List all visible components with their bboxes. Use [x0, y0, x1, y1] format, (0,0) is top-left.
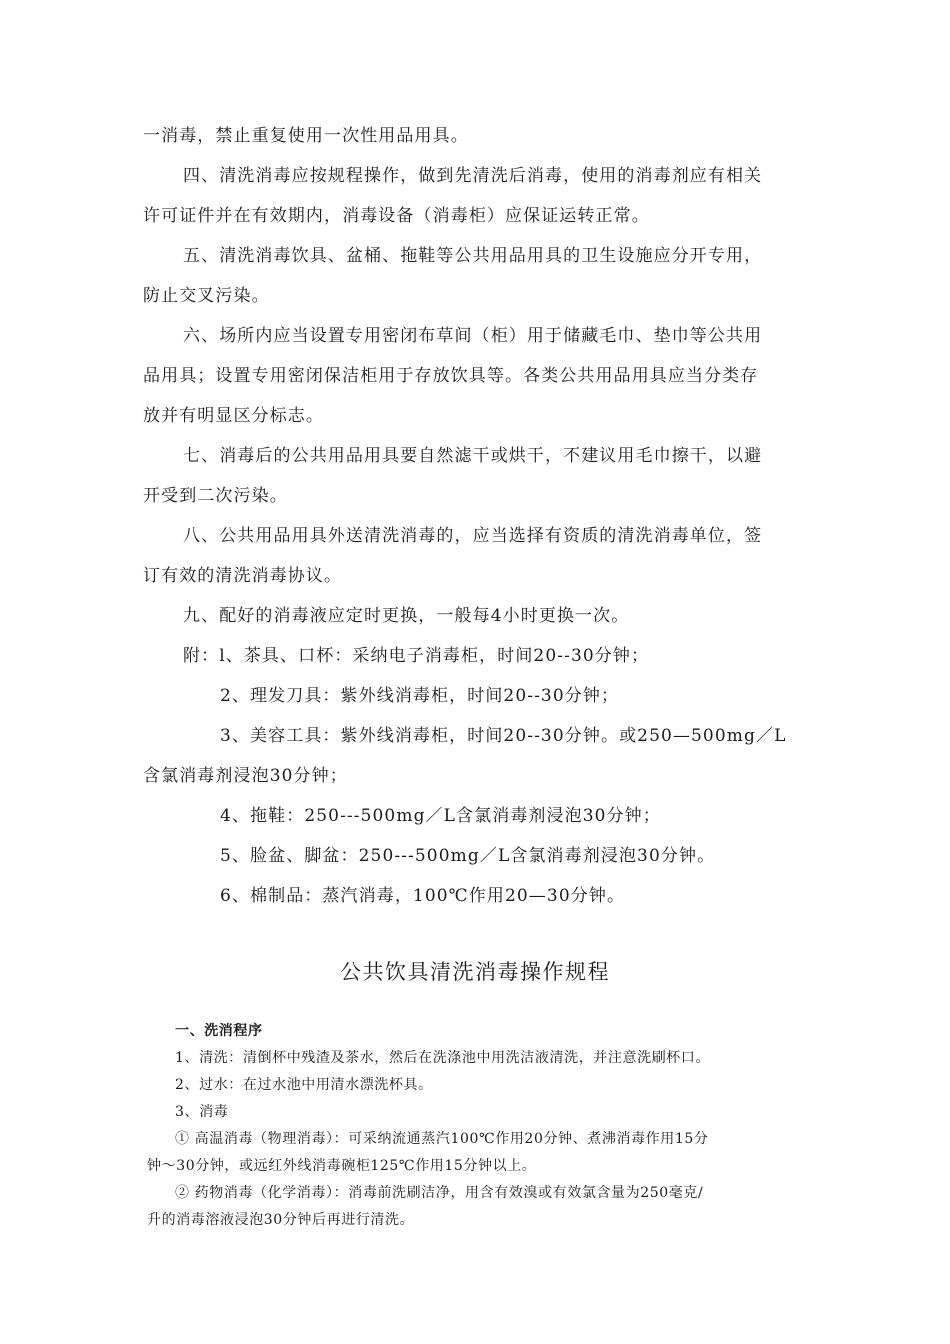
paragraph-line: 品用具；设置专用密闭保洁柜用于存放饮具等。各类公共用品用具应当分类存 [143, 366, 759, 386]
paragraph-line: 放并有明显区分标志。 [143, 406, 324, 426]
appendix-line: 含氯消毒剂浸泡30分钟； [143, 766, 348, 786]
paragraph-line: 七、消毒后的公共用品用具要自然滤干或烘干，不建议用毛巾擦干，以避 [183, 446, 763, 466]
paragraph-line: 开受到二次污染。 [143, 486, 288, 506]
appendix-line: 6、棉制品：蒸汽消毒，100℃作用20—30分钟。 [220, 886, 626, 906]
paragraph-line: 九、配好的消毒液应定时更换，一般每4小时更换一次。 [183, 606, 630, 626]
appendix-line: 2、理发刀具：紫外线消毒柜，时间20--30分钟； [220, 686, 620, 706]
appendix-line: 5、脸盆、脚盆：250---500mg／L含氯消毒剂浸泡30分钟。 [220, 846, 716, 866]
paragraph-line: 订有效的清洗消毒协议。 [143, 566, 343, 586]
paragraph-line: 六、场所内应当设置专用密闭布草间（柜）用于储藏毛巾、垫巾等公共用 [183, 326, 763, 346]
appendix-line: 3、美容工具：紫外线消毒柜，时间20--30分钟。或250—500mg／L [220, 726, 787, 746]
paragraph-line: 许可证件并在有效期内，消毒设备（消毒柜）应保证运转正常。 [143, 206, 650, 226]
appendix-line: 附：l、茶具、口杯：采纳电子消毒柜，时间20--30分钟； [183, 646, 650, 666]
paragraph-line: 五、清洗消毒饮具、盆桶、拖鞋等公共用品用具的卫生设施应分开专用， [183, 246, 763, 266]
section-title: 公共饮具清洗消毒操作规程 [340, 960, 610, 984]
procedure-line: ① 高温消毒（物理消毒）：可采纳流通蒸汽100℃作用20分钟、煮沸消毒作用15分 [175, 1131, 709, 1147]
procedure-line: 3、消毒 [175, 1104, 229, 1120]
procedure-line: 升的消毒溶液浸泡30分钟后再进行清洗。 [147, 1212, 415, 1228]
procedure-line: 钟～30分钟，或远红外线消毒碗柜125℃作用15分钟以上。 [147, 1158, 537, 1174]
section-heading: 一、洗消程序 [175, 1023, 263, 1039]
appendix-line: 4、拖鞋：250---500mg／L含氯消毒剂浸泡30分钟； [220, 806, 661, 826]
paragraph-line: 八、公共用品用具外送清洗消毒的，应当选择有资质的清洗消毒单位，签 [183, 526, 763, 546]
procedure-line: 1、清洗：清倒杯中残渣及茶水，然后在洗涤池中用洗洁液清洗，并注意洗刷杯口。 [175, 1050, 711, 1066]
procedure-line: 2、过水：在过水池中用清水漂洗杯具。 [175, 1077, 433, 1093]
paragraph-line: 四、清洗消毒应按规程操作，做到先清洗后消毒，使用的消毒剂应有相关 [183, 166, 763, 186]
procedure-line: ② 药物消毒（化学消毒）：消毒前洗刷洁净，用含有效溴或有效氯含量为250毫克/ [175, 1185, 704, 1201]
paragraph-line: 一消毒，禁止重复使用一次性用品用具。 [143, 126, 469, 146]
paragraph-line: 防止交叉污染。 [143, 286, 270, 306]
